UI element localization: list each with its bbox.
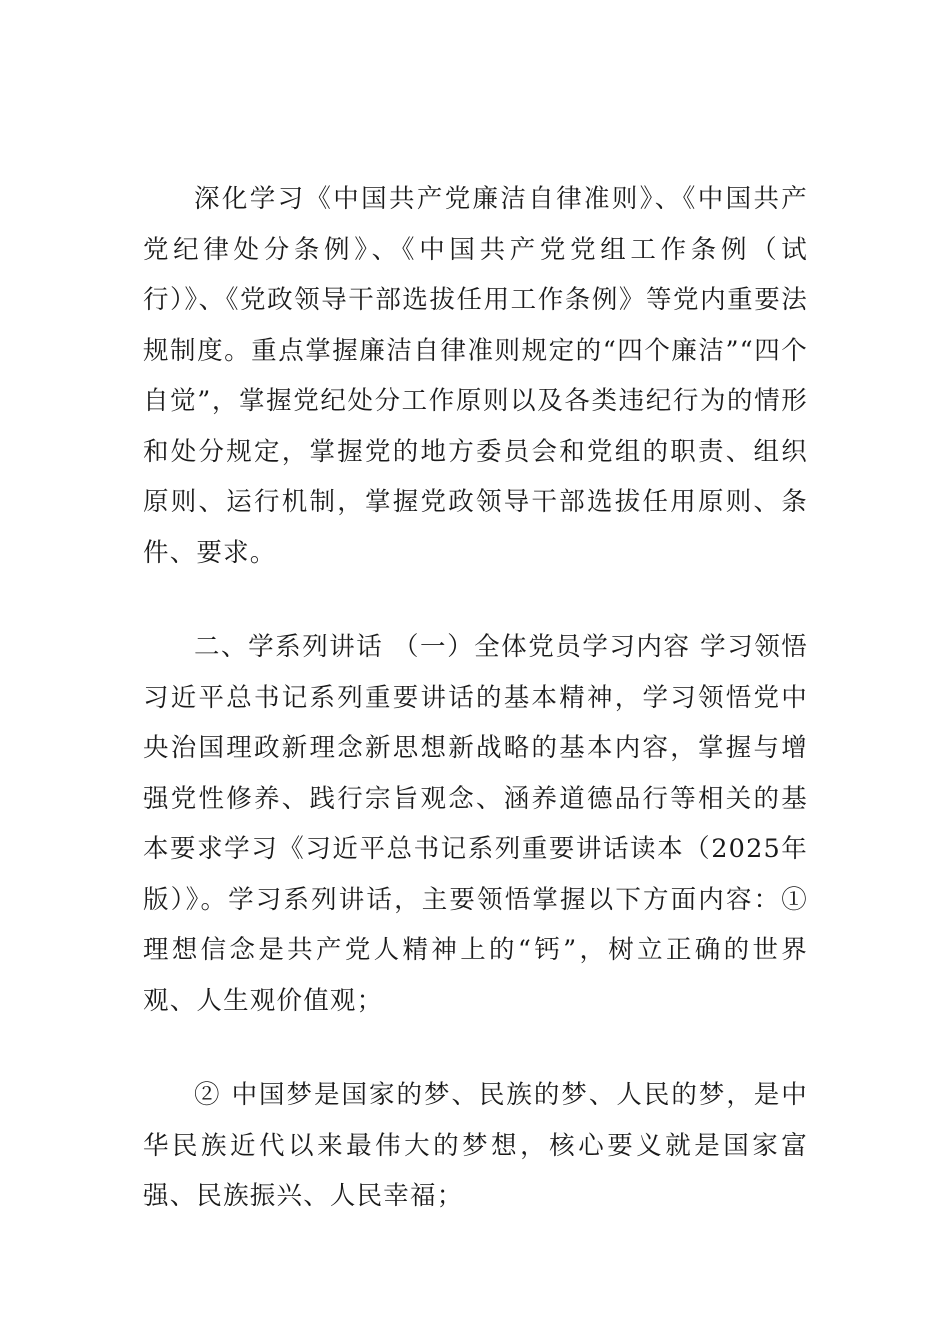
paragraph-regulations-study: 深化学习《中国共产党廉洁自律准则》、《中国共产党纪律处分条例》、《中国共产党党组工作条例（试行）》、《党政领导干部选拔任用工作条例》等党内重要法规制度。重点掌握廉洁自律准则规定的“四个廉洁”“四个自觉”，掌握党纪处分工作原则以及各类违纪行为的情形和处分规定，掌握党的地方委员会和党组的职责、组织原则、运行机制，掌握党政领导干部选拔任用原则、条件、要求。 <box>143 184 808 568</box>
paragraph-series-speeches: 二、学系列讲话 （一）全体党员学习内容 学习领悟习近平总书记系列重要讲话的基本精神，学习领悟党中央治国理政新理念新思想新战略的基本内容，掌握与增强党性修养、践行宗旨观念、涵养道德品行等相关的基本要求学习《习近平总书记系列重要讲话读本（2025年版）》。学习系列讲话，主要领悟掌握以下方面内容：①理想信念是共产党人精神上的“钙”，树立正确的世界观、人生观价值观； <box>143 632 808 1016</box>
paragraph-chinese-dream: ② 中国梦是国家的梦、民族的梦、人民的梦，是中华民族近代以来最伟大的梦想，核心要义就是国家富强、民族振兴、人民幸福； <box>143 1080 808 1211</box>
